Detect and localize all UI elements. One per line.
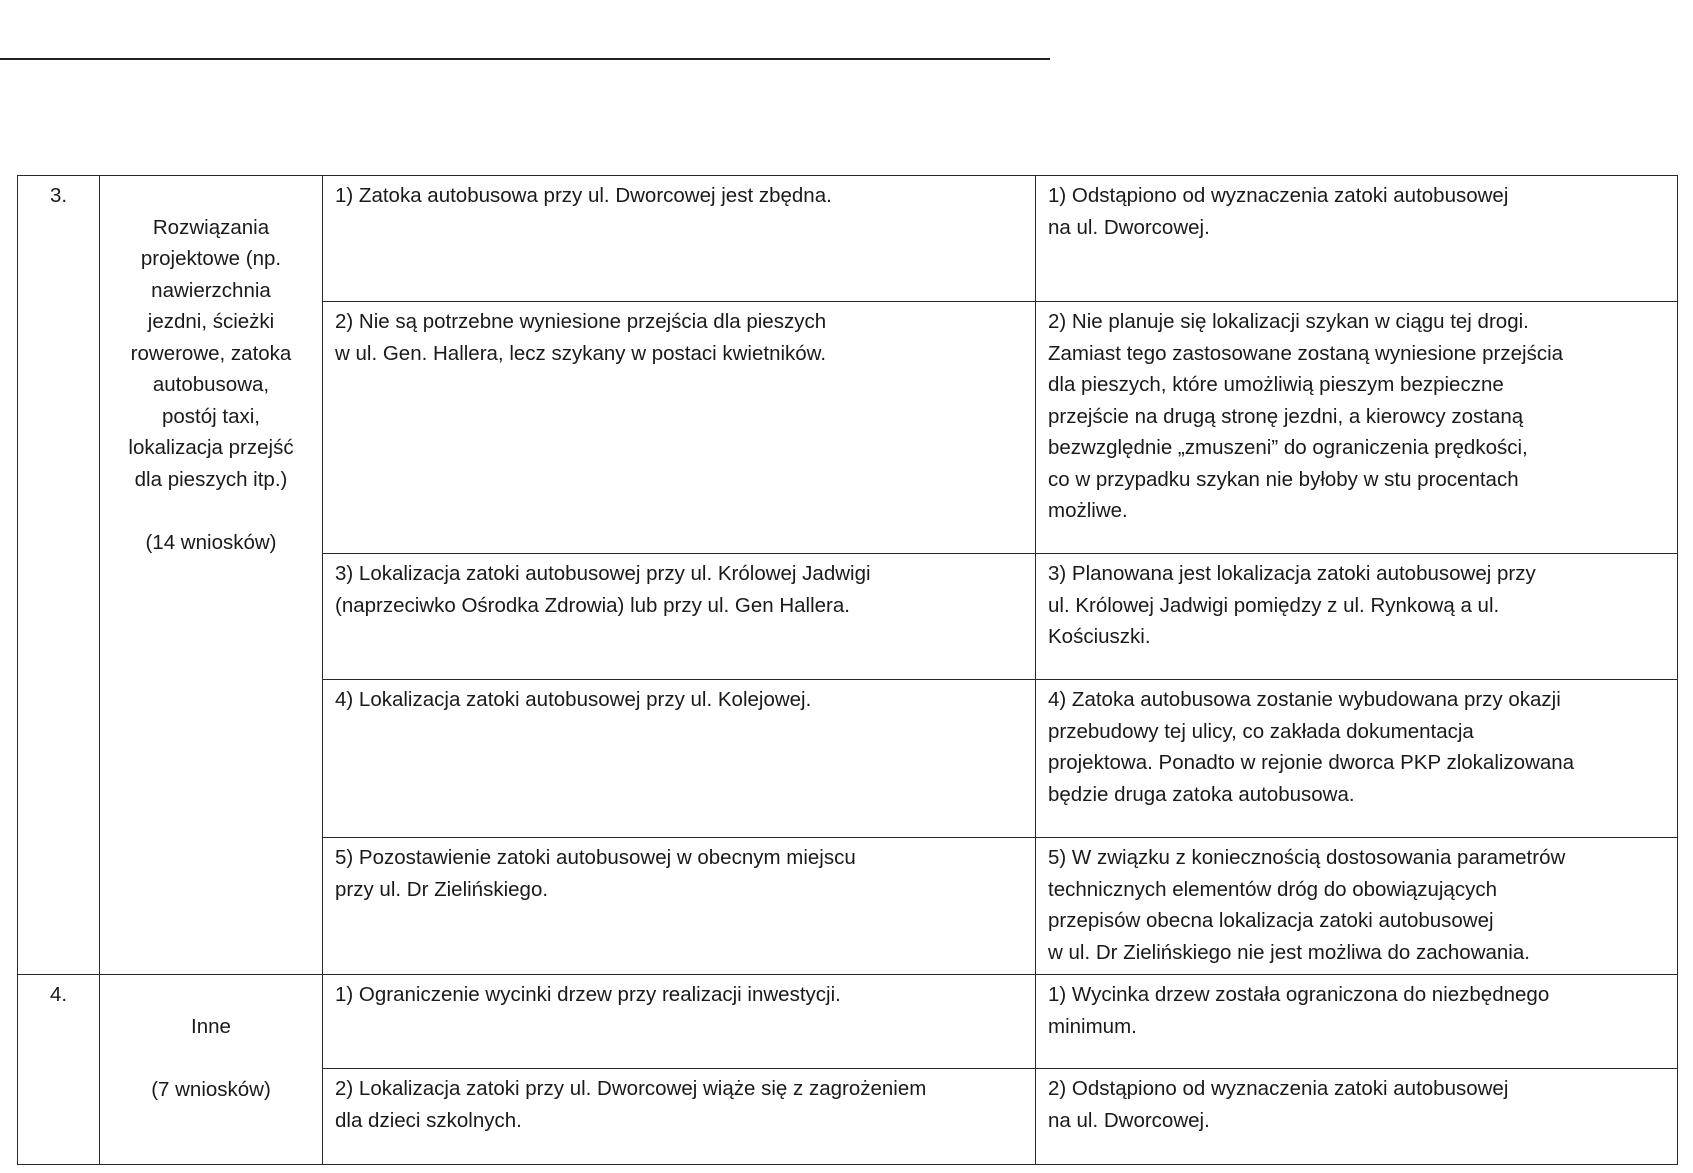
- request-cell: 3) Lokalizacja zatoki autobusowej przy ul. Królowej Jadwigi (naprzeciwko Ośrodka Zdrowia) lub przy ul. Gen Hallera.: [323, 554, 1036, 680]
- response-cell: 1) Odstąpiono od wyznaczenia zatoki autobusowej na ul. Dworcowej.: [1036, 176, 1678, 302]
- consultation-table: [17, 175, 1678, 1165]
- category-count: (7 wniosków): [151, 1077, 271, 1101]
- response-cell: 5) W związku z koniecznością dostosowania parametrów technicznych elementów dróg do obowiązujących przepisów obecna lokalizacja zatoki autobusowej w ul. Dr Zielińskiego nie jest możliwa do zachowania.: [1036, 838, 1678, 975]
- table-row: [18, 176, 1678, 302]
- request-cell: 2) Lokalizacja zatoki przy ul. Dworcowej wiąże się z zagrożeniem dla dzieci szkolnych.: [323, 1069, 1036, 1165]
- request-cell: 2) Nie są potrzebne wyniesione przejścia dla pieszych w ul. Gen. Hallera, lecz szykany w postaci kwietników.: [323, 302, 1036, 554]
- response-cell: 2) Odstąpiono od wyznaczenia zatoki autobusowej na ul. Dworcowej.: [1036, 1069, 1678, 1165]
- response-cell: 2) Nie planuje się lokalizacji szykan w ciągu tej drogi. Zamiast tego zastosowane zostaną wyniesione przejścia dla pieszych, które umożliwią pieszym bezpieczne przejście na drugą stronę jezdni, a kierowcy zostaną bezwzględnie „zmuszeni” do ograniczenia prędkości, co w przypadku szykan nie byłoby w stu procentach możliwe.: [1036, 302, 1678, 554]
- category-count: (14 wniosków): [145, 530, 277, 554]
- table-row: [18, 975, 1678, 1069]
- section-number: 4.: [18, 975, 100, 1165]
- request-cell: 5) Pozostawienie zatoki autobusowej w obecnym miejscu przy ul. Dr Zielińskiego.: [323, 838, 1036, 975]
- response-cell: 1) Wycinka drzew została ograniczona do niezbędnego minimum.: [1036, 975, 1678, 1069]
- section-number: 3.: [18, 176, 100, 975]
- request-cell: 4) Lokalizacja zatoki autobusowej przy ul. Kolejowej.: [323, 680, 1036, 838]
- section-category: [100, 176, 323, 975]
- section-category: [100, 975, 323, 1165]
- category-label: Rozwiązania projektowe (np. nawierzchnia jezdni, ścieżki rowerowe, zatoka autobusowa, postój taxi, lokalizacja przejść dla pieszych itp.): [128, 215, 294, 491]
- response-cell: 4) Zatoka autobusowa zostanie wybudowana przy okazji przebudowy tej ulicy, co zakłada dokumentacja projektowa. Ponadto w rejonie dworca PKP zlokalizowana będzie druga zatoka autobusowa.: [1036, 680, 1678, 838]
- category-label: Inne: [191, 1014, 231, 1038]
- request-cell: 1) Zatoka autobusowa przy ul. Dworcowej jest zbędna.: [323, 176, 1036, 302]
- response-cell: 3) Planowana jest lokalizacja zatoki autobusowej przy ul. Królowej Jadwigi pomiędzy z ul. Rynkową a ul. Kościuszki.: [1036, 554, 1678, 680]
- top-rule: [0, 58, 1050, 60]
- request-cell: 1) Ograniczenie wycinki drzew przy realizacji inwestycji.: [323, 975, 1036, 1069]
